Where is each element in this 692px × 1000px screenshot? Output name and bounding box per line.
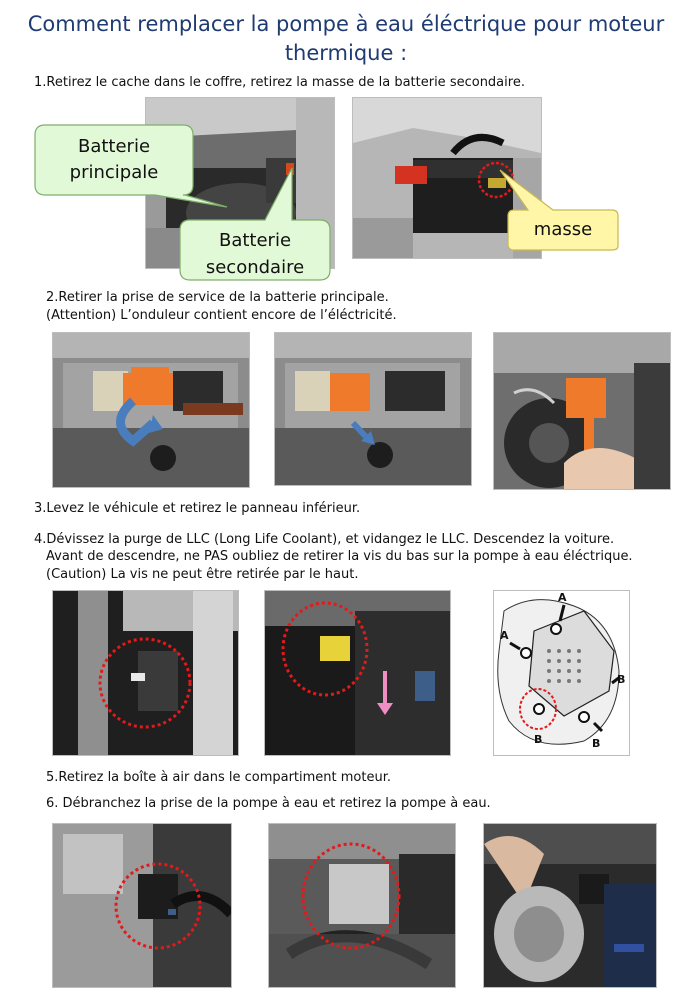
diagram-pump-bolts xyxy=(493,590,630,756)
step-4-caution: (Caution) La vis ne peut être retirée par le haut. xyxy=(46,567,359,582)
step-4-warning: Avant de descendre, ne PAS oubliez de retirer la vis du bas sur la pompe à eau éléctrique. xyxy=(46,549,633,564)
photo-pump-connector xyxy=(52,823,232,988)
step-2-text: 2.Retirer la prise de service de la batterie principale. xyxy=(46,290,389,305)
photo-pump-removed xyxy=(483,823,657,988)
callout-ground-label: masse xyxy=(533,219,593,240)
photo-service-plug-2 xyxy=(274,332,472,486)
photo-llc-drain xyxy=(52,590,239,756)
diagram-label-a-left: A xyxy=(500,629,509,642)
diagram-label-b-right: B xyxy=(617,673,626,686)
callout-ground xyxy=(508,170,620,252)
step-5-text: 5.Retirez la boîte à air dans le compartiment moteur. xyxy=(46,770,391,785)
step-3-text: 3.Levez le véhicule et retirez le panneau inférieur. xyxy=(34,501,361,516)
callout-main-battery-line-1: Batterie xyxy=(77,136,151,157)
photo-bottom-screw xyxy=(264,590,451,756)
callout-secondary-battery-line-1: Batterie xyxy=(218,230,292,251)
step-1-text: 1.Retirez le cache dans le coffre, retirez la masse de la batterie secondaire. xyxy=(34,75,525,90)
page-title-line-1: Comment remplacer la pompe à eau éléctrique pour moteur xyxy=(27,12,665,36)
diagram-label-a-top: A xyxy=(558,591,567,604)
photo-pump-location xyxy=(268,823,456,988)
photo-service-plug-removed xyxy=(493,332,671,490)
diagram-label-b-bottom-left: B xyxy=(534,733,543,746)
step-2-attention: (Attention) L’onduleur contient encore de l’éléctricité. xyxy=(46,308,397,323)
step-6-text: 6. Débranchez la prise de la pompe à eau et retirez la pompe à eau. xyxy=(46,796,491,811)
page-title xyxy=(0,10,692,68)
photo-service-plug-1 xyxy=(52,332,250,488)
page-title-line-2: thermique : xyxy=(284,41,408,65)
step-4-text: 4.Dévissez la purge de LLC (Long Life Coolant), et vidangez le LLC. Descendez la voiture. xyxy=(34,532,615,547)
callout-main-battery xyxy=(35,125,195,215)
diagram-label-b-bottom-right: B xyxy=(592,737,601,750)
callout-secondary-battery-line-2: secondaire xyxy=(205,257,305,278)
callout-secondary-battery xyxy=(180,168,330,283)
callout-main-battery-line-2: principale xyxy=(69,162,159,183)
